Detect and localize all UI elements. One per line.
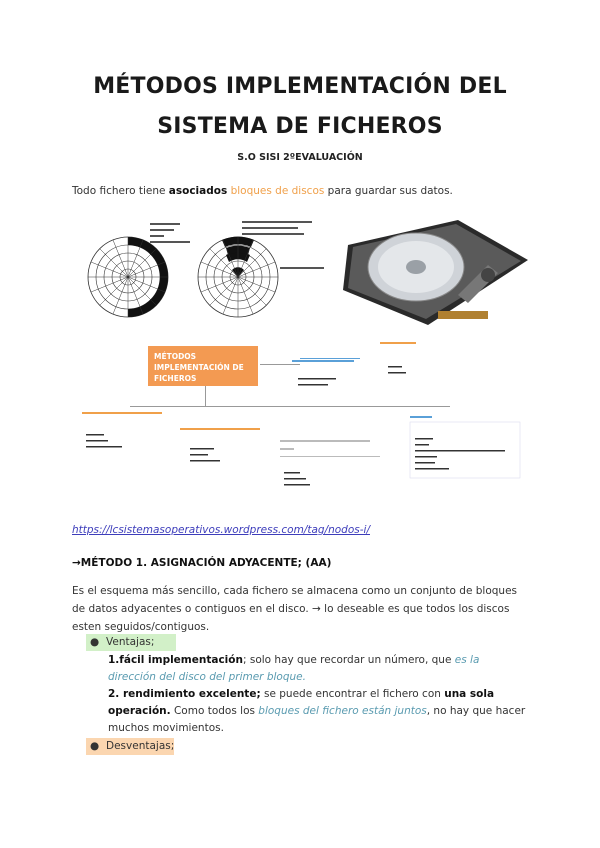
disk-diagram-contiguous [88, 237, 168, 317]
bullet-ventajas: ● Ventajas; [86, 634, 176, 651]
paragraph-intro: Es el esquema más sencillo, cada fichero se almacena como un conjunto de bloques de datos adyacentes o contiguos en el disco. → lo deseable es que todos los discos esten seguidos/contiguos. [72, 585, 517, 633]
page-title-line1: MÉTODOS IMPLEMENTACIÓN DEL [93, 74, 507, 99]
disk-diagram-scattered [198, 237, 278, 317]
disk1-label-lines [150, 223, 190, 243]
page-title-line2: SISTEMA DE FICHEROS [157, 114, 443, 139]
hard-drive-image [343, 220, 528, 325]
ventaja-2: 2. rendimiento excelente; se puede encontrar el fichero con una sola operación. Como todos los bloques del fichero están juntos, no hay que hacer muchos movimientos. [108, 688, 526, 734]
bullet-dot-icon: ● [90, 740, 100, 752]
section-heading: →MÉTODO 1. ASIGNACIÓN ADYACENTE; (AA) [72, 557, 332, 569]
ventaja-1: 1.fácil implementación; solo hay que recordar un número, que es la dirección del disco del primer bloque. [108, 654, 480, 683]
mind-map-root: MÉTODOS IMPLEMENTACIÓN DE FICHEROS [148, 346, 258, 386]
subtitle: S.O SISI 2ºEVALUACIÓN [237, 152, 363, 163]
mind-map [70, 338, 530, 488]
bullet-desventajas: ● Desventajas; [86, 738, 174, 755]
mind-map-leaves [70, 338, 530, 488]
reference-link[interactable]: https://lcsistemasoperativos.wordpress.com/tag/nodos-i/ [72, 524, 370, 536]
disk-diagrams [70, 205, 530, 335]
disk-figures [70, 205, 530, 335]
intro-text: Todo fichero tiene asociados bloques de discos para guardar sus datos. [72, 185, 453, 197]
bullet-dot-icon: ● [90, 636, 100, 648]
